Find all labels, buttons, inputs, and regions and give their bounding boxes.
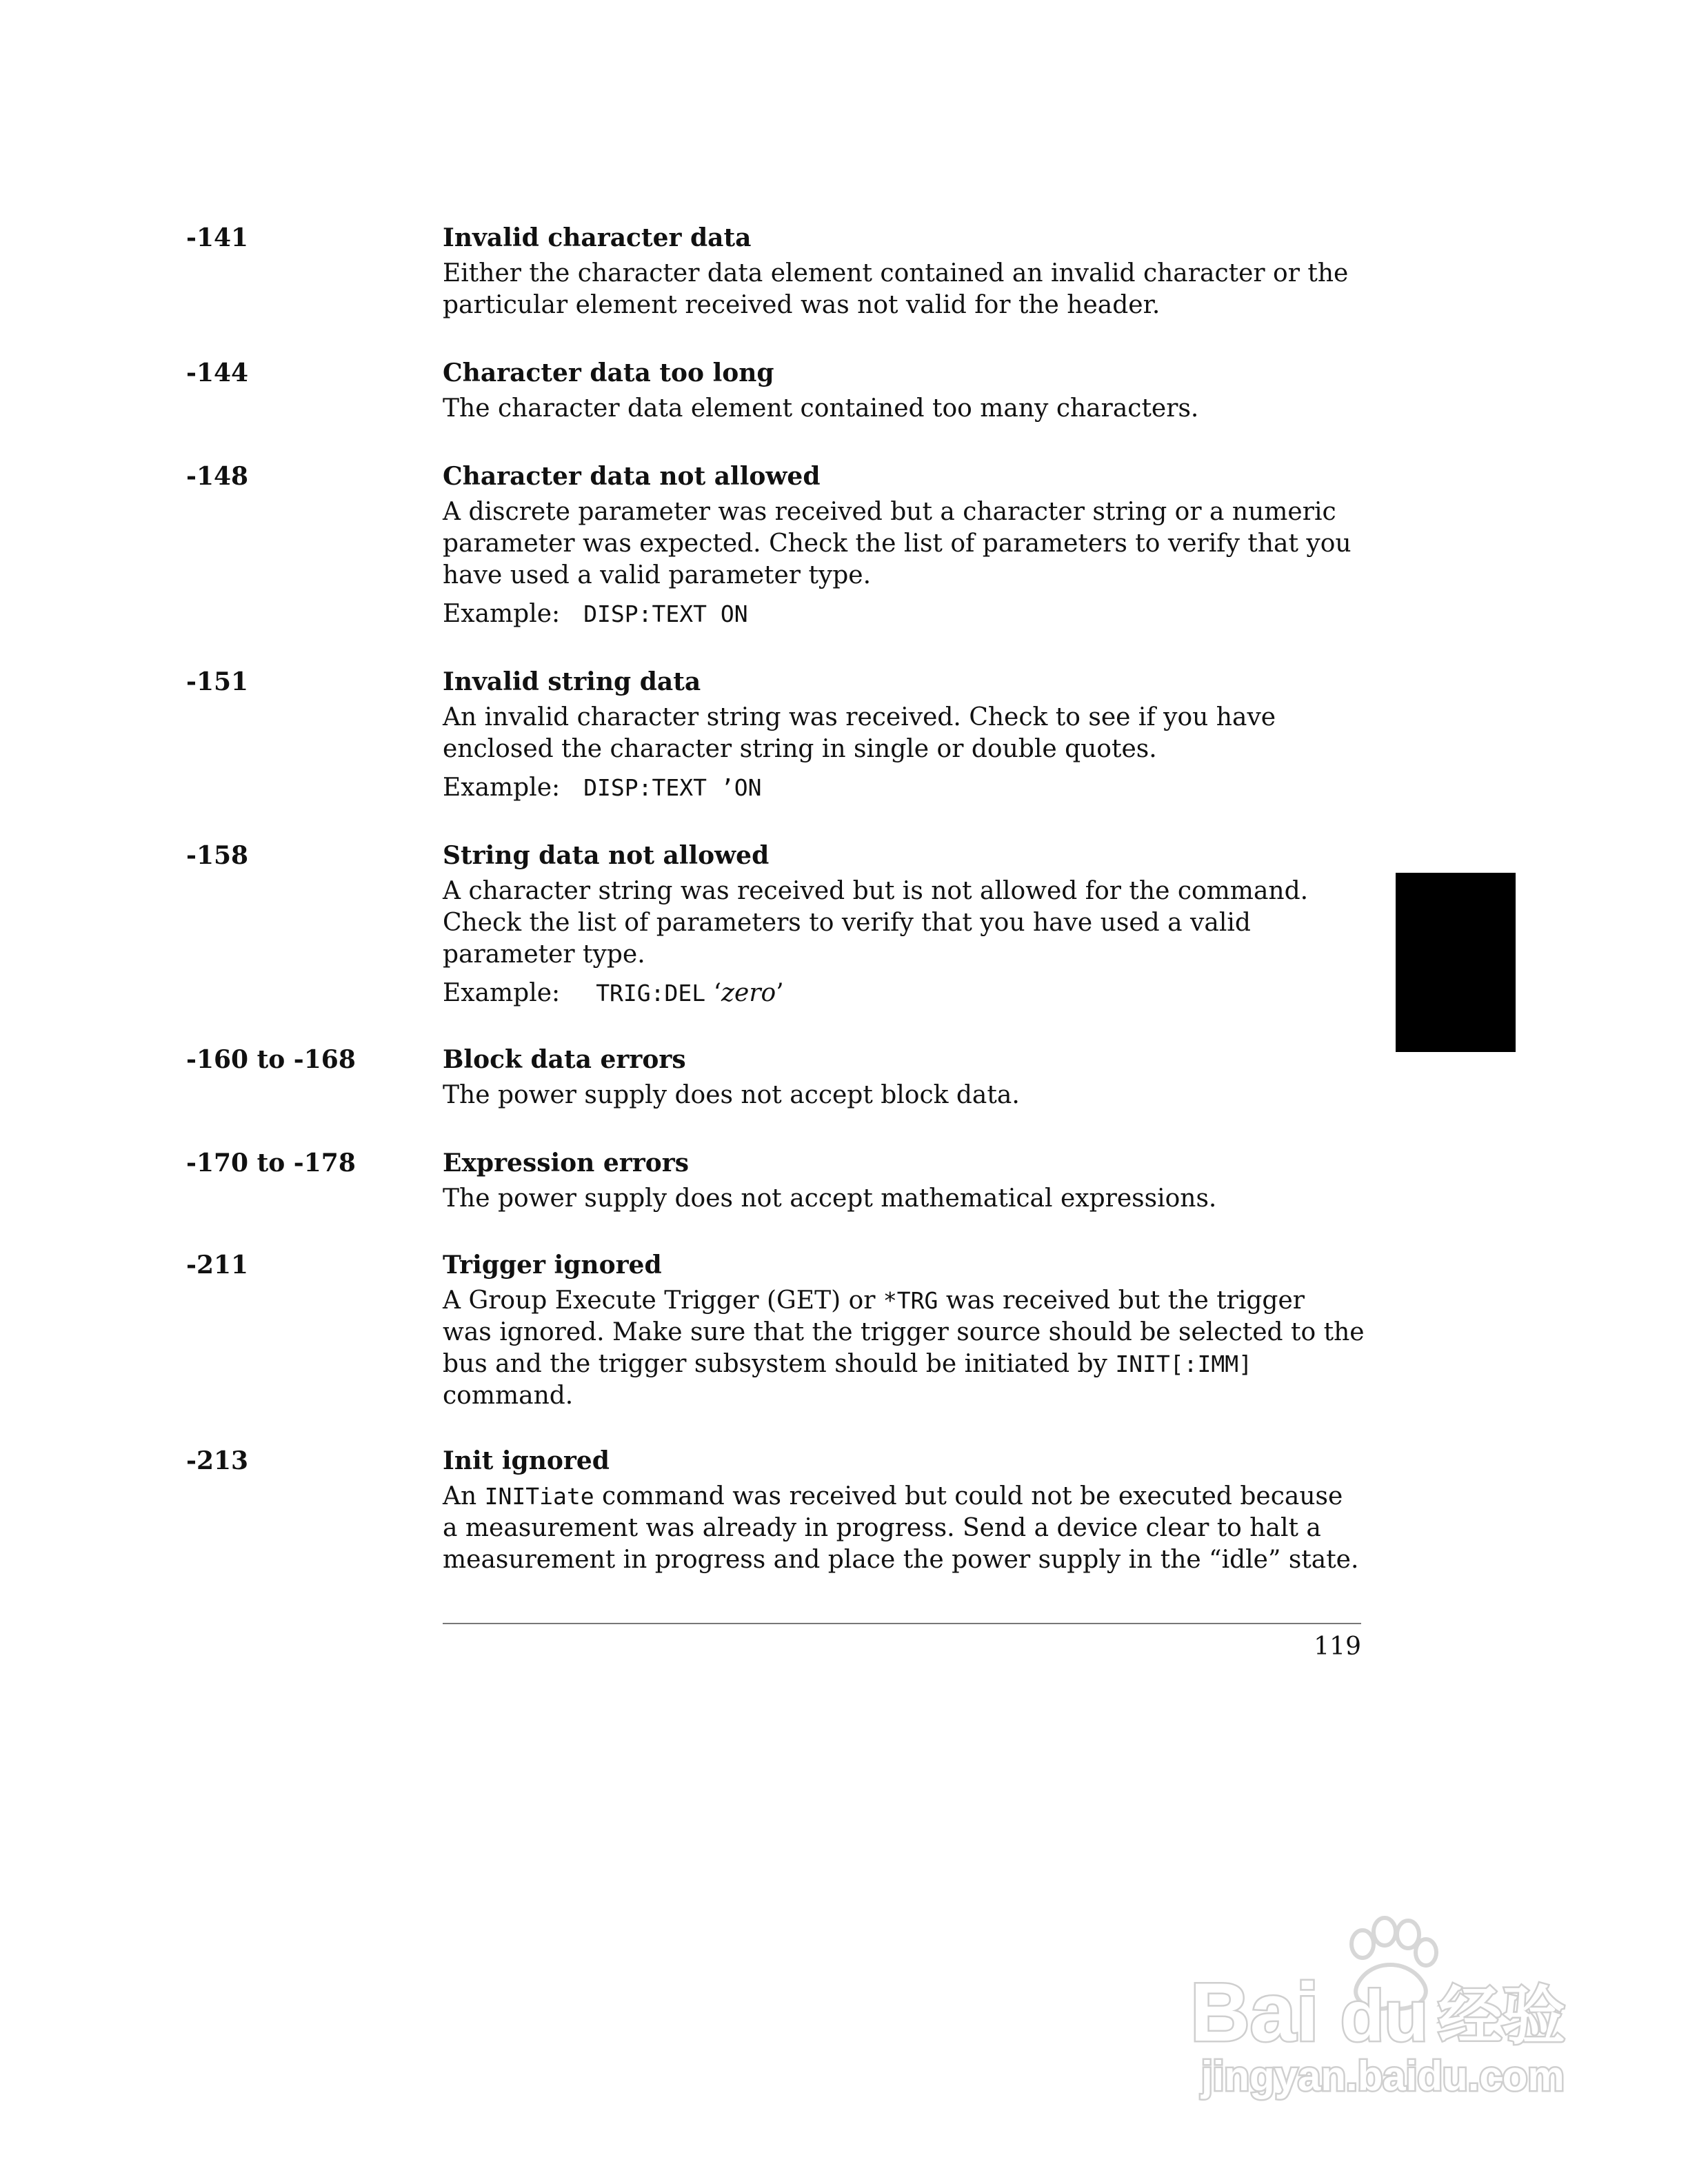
example-italic-arg: zero: [721, 979, 776, 1007]
error-body: [443, 1445, 1367, 1576]
error-title: Block data errors: [443, 1045, 686, 1074]
watermark-brand-du: du: [1340, 1976, 1429, 2056]
error-body: [443, 1249, 1367, 1412]
example-label: Example:: [443, 774, 561, 802]
error-description-line: parameter type.: [443, 940, 645, 969]
baidu-jingyan-watermark: [1176, 1903, 1576, 2103]
page-number: 119: [1314, 1632, 1361, 1661]
error-body: [443, 222, 1367, 321]
error-title: Invalid character data: [443, 223, 752, 252]
error-description-line: was ignored. Make sure that the trigger source should be selected to the: [443, 1318, 1365, 1346]
chapter-thumb-tab: [1396, 873, 1516, 1052]
command-keyword: INIT[:IMM]: [1115, 1351, 1253, 1377]
error-body: [443, 840, 1367, 1009]
text-run: was received but the trigger: [938, 1286, 1305, 1315]
command-keyword: INITiate: [484, 1483, 594, 1510]
error-body: [443, 357, 1367, 425]
example-close-quote: ’: [776, 979, 784, 1007]
example-line: [443, 978, 1367, 1009]
error-code: -158: [186, 841, 249, 870]
error-description-line: [443, 1285, 1367, 1317]
command-keyword: *TRG: [883, 1287, 938, 1314]
error-body: [443, 1147, 1367, 1215]
error-title: String data not allowed: [443, 841, 770, 870]
error-description-line: Either the character data element contained an invalid character or the: [443, 259, 1349, 287]
example-line: [443, 772, 1367, 804]
footer-rule: [443, 1623, 1361, 1624]
error-description-line: [443, 1481, 1367, 1513]
watermark-brand-cn: 经验: [1438, 1981, 1566, 2052]
example-line: [443, 598, 1367, 630]
error-description-line: The character data element contained too many characters.: [443, 394, 1199, 423]
text-run: A Group Execute Trigger (GET) or: [443, 1286, 883, 1315]
error-title: Init ignored: [443, 1446, 610, 1475]
error-title: Character data not allowed: [443, 462, 821, 491]
error-description-line: A discrete parameter was received but a character string or a numeric: [443, 498, 1336, 526]
error-code: -148: [186, 462, 249, 491]
error-body: [443, 1044, 1367, 1111]
error-body: [443, 666, 1367, 804]
error-code: -144: [186, 358, 249, 387]
error-description-line: command.: [443, 1382, 574, 1410]
error-description-line: a measurement was already in progress. Send a device clear to halt a: [443, 1514, 1321, 1542]
error-description-line: A character string was received but is not allowed for the command.: [443, 877, 1309, 905]
text-run: bus and the trigger subsystem should be initiated by: [443, 1350, 1116, 1378]
text-run: An: [443, 1482, 485, 1510]
error-description-line: parameter was expected. Check the list of parameters to verify that you: [443, 529, 1352, 558]
error-description-line: [443, 1348, 1367, 1380]
error-title: Invalid string data: [443, 667, 701, 696]
example-label: Example:: [443, 600, 561, 628]
error-title: Expression errors: [443, 1149, 689, 1177]
error-body: [443, 461, 1367, 630]
error-code: -211: [186, 1251, 249, 1280]
error-description-line: enclosed the character string in single or double quotes.: [443, 735, 1157, 763]
example-code: TRIG:DEL: [596, 980, 706, 1007]
error-code: -151: [186, 667, 249, 696]
error-title: Character data too long: [443, 358, 774, 387]
error-code: -160 to -168: [186, 1045, 356, 1074]
example-label: Example:: [443, 979, 561, 1007]
error-description-line: Check the list of parameters to verify that you have used a valid: [443, 909, 1251, 937]
error-description-line: An invalid character string was received. Check to see if you have: [443, 703, 1276, 731]
error-description-line: particular element received was not valid for the header.: [443, 291, 1160, 319]
error-code: -170 to -178: [186, 1149, 356, 1177]
example-code: DISP:TEXT ON: [583, 600, 748, 627]
example-open-quote: ‘: [713, 979, 722, 1007]
error-description-line: The power supply does not accept mathematical expressions.: [443, 1184, 1217, 1213]
watermark-brand-latin: Bai: [1190, 1966, 1319, 2059]
example-code: DISP:TEXT ’ON: [583, 774, 762, 801]
error-title: Trigger ignored: [443, 1251, 662, 1280]
error-description-line: have used a valid parameter type.: [443, 561, 872, 589]
error-description-line: measurement in progress and place the power supply in the “idle” state.: [443, 1546, 1359, 1574]
text-run: command was received but could not be executed because: [594, 1482, 1343, 1510]
error-description-line: The power supply does not accept block data.: [443, 1081, 1020, 1109]
error-code: -141: [186, 223, 249, 252]
error-code: -213: [186, 1446, 249, 1475]
watermark-url: jingyan.baidu.com: [1201, 2053, 1565, 2099]
